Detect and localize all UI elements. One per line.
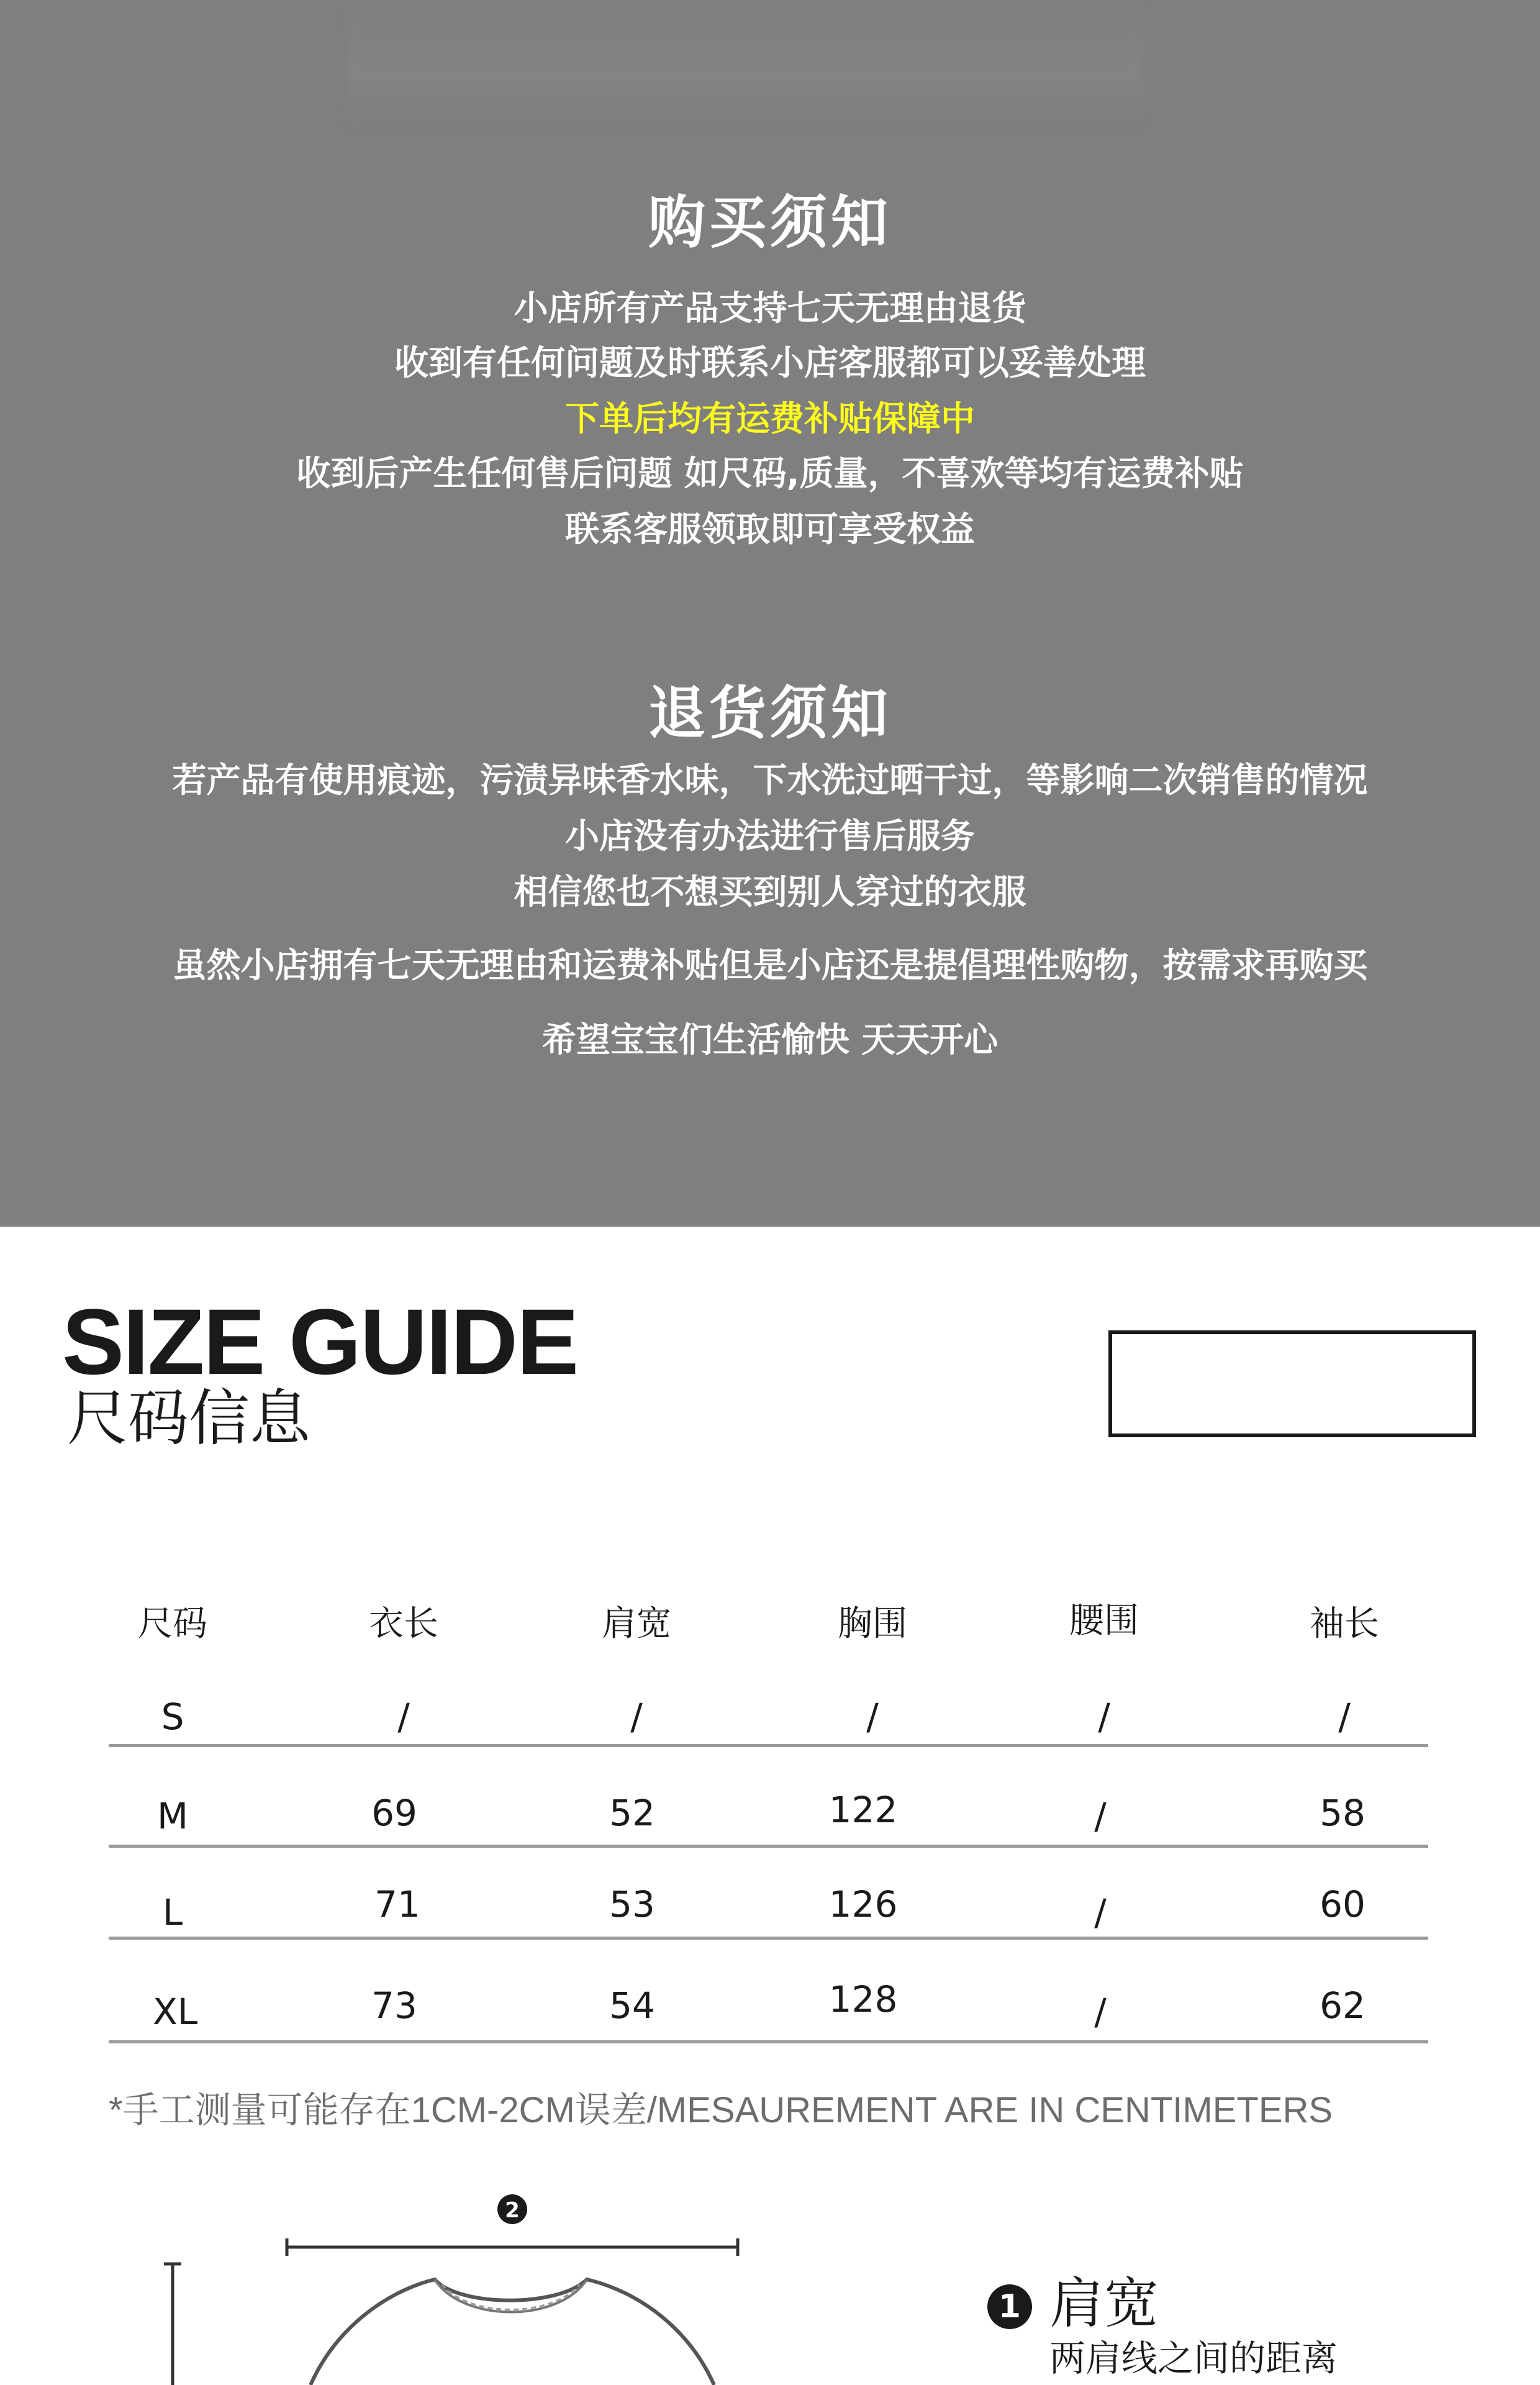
table-cell: 53 — [609, 1883, 655, 1925]
legend-title: 肩宽 — [1049, 2271, 1159, 2335]
column-header: 腰围 — [1069, 1601, 1139, 1641]
row-divider — [109, 1845, 1428, 1848]
table-cell: 73 — [371, 1984, 417, 2027]
table-cell: S — [161, 1696, 184, 1738]
column-header: 尺码 — [138, 1604, 207, 1644]
legend-number-badge: 1 — [987, 2284, 1032, 2329]
table-cell: / — [1098, 1696, 1110, 1738]
table-cell: 126 — [828, 1883, 898, 1925]
purchase-line: 小店所有产品支持七天无理由退货 — [514, 288, 1026, 328]
table-cell: / — [1094, 1891, 1107, 1933]
purchase-line-highlight: 下单后均有运费补贴保障中 — [564, 399, 975, 438]
row-divider — [109, 2040, 1428, 2043]
size-guide-title: SIZE GUIDE — [62, 1289, 578, 1394]
purchase-notice-title: 购买须知 — [648, 189, 892, 256]
return-line: 小店没有办法进行售后服务 — [564, 816, 975, 856]
table-cell: / — [1338, 1696, 1351, 1738]
row-divider — [109, 1744, 1428, 1747]
tshirt-outline — [310, 2279, 714, 2385]
blurred-banner — [348, 0, 1143, 124]
tshirt-measurement-diagram — [0, 2174, 869, 2385]
table-cell: / — [397, 1696, 410, 1738]
column-header: 肩宽 — [602, 1604, 671, 1644]
table-cell: 128 — [828, 1978, 898, 2020]
table-cell: 122 — [828, 1789, 898, 1831]
purchase-line: 联系客服领取即可享受权益 — [564, 509, 975, 549]
column-header: 袖长 — [1310, 1604, 1379, 1644]
measurement-note: *手工测量可能存在1CM-2CM误差/MESAUREMENT ARE IN CENTIMETERS — [109, 2090, 1333, 2130]
row-divider — [109, 1937, 1428, 1940]
return-line: 若产品有使用痕迹，污渍异味香水味，下水洗过晒干过，等影响二次销售的情况 — [172, 760, 1368, 800]
marker-number: 2 — [505, 2198, 520, 2223]
legend-description: 两肩线之间的距离 — [1049, 2337, 1338, 2379]
column-header: 衣长 — [369, 1604, 438, 1644]
purchase-line: 收到后产生任何售后问题 如尺码,质量，不喜欢等均有运费补贴 — [296, 453, 1244, 493]
purchase-line: 收到有任何问题及时联系小店客服都可以妥善处理 — [394, 343, 1146, 383]
table-cell: 58 — [1320, 1792, 1366, 1834]
table-cell: 52 — [609, 1792, 655, 1834]
return-notice-title: 退货须知 — [648, 680, 892, 747]
table-cell: 69 — [371, 1792, 417, 1834]
return-line: 相信您也不想买到别人穿过的衣服 — [514, 872, 1026, 912]
column-header: 胸围 — [838, 1604, 907, 1644]
table-cell: 71 — [374, 1883, 420, 1925]
size-guide-subtitle: 尺码信息 — [67, 1383, 311, 1454]
table-cell: 62 — [1320, 1984, 1366, 2027]
table-cell: 54 — [609, 1984, 655, 2027]
table-cell: / — [866, 1696, 879, 1738]
return-line: 希望宝宝们生活愉快 天天开心 — [541, 1020, 999, 1060]
table-cell: / — [1094, 1795, 1107, 1837]
table-cell: L — [162, 1891, 183, 1933]
table-cell: / — [630, 1696, 643, 1738]
table-cell: / — [1094, 1991, 1107, 2033]
empty-label-box — [1108, 1330, 1476, 1437]
return-line: 虽然小店拥有七天无理由和运费补贴但是小店还是提倡理性购物，按需求再购买 — [172, 945, 1368, 985]
table-cell: XL — [152, 1991, 198, 2033]
table-cell: M — [156, 1795, 189, 1837]
collar-outline — [435, 2279, 587, 2312]
table-cell: 60 — [1320, 1883, 1366, 1925]
